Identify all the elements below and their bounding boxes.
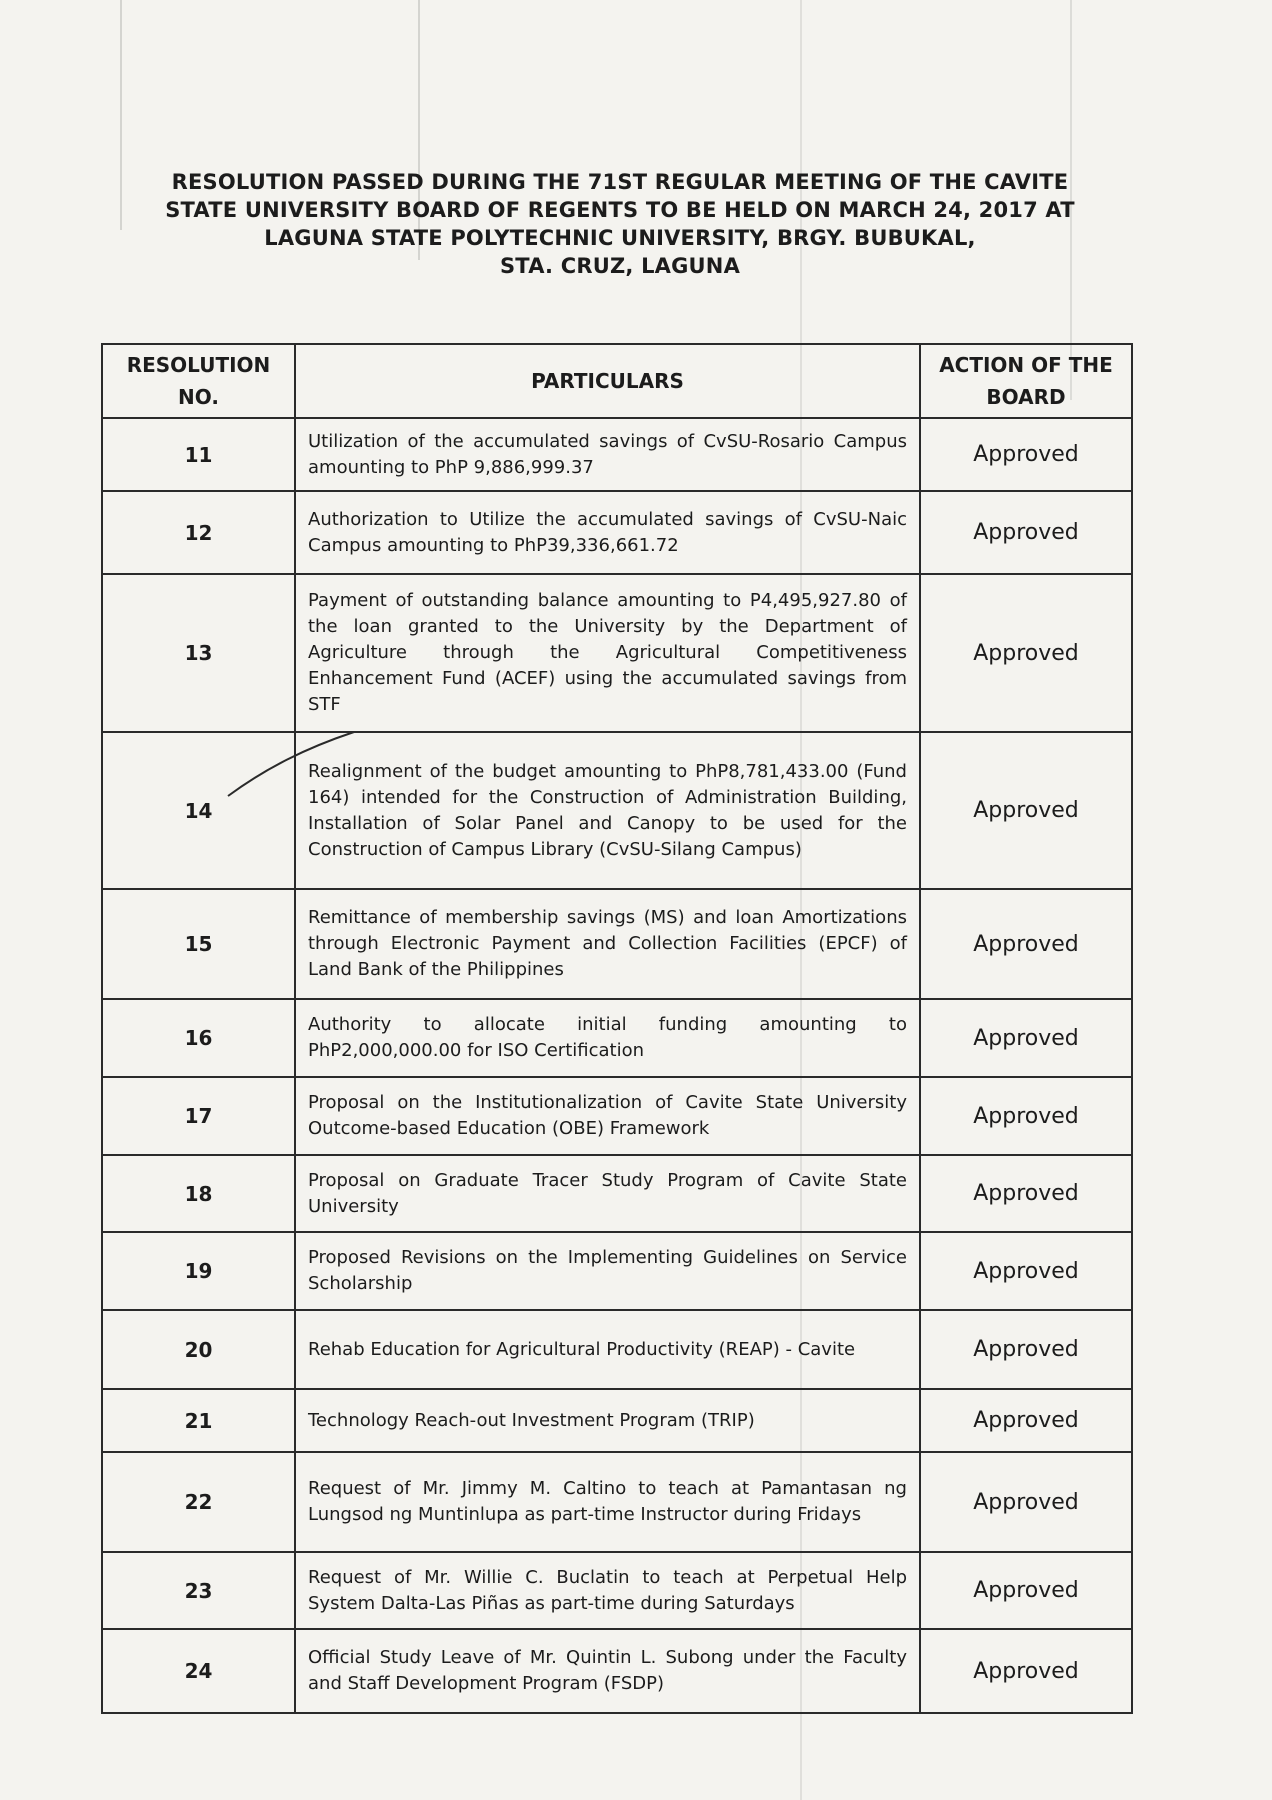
table-row (102, 1452, 1132, 1552)
resolution-number-cell: 13 (102, 574, 295, 732)
table-row (102, 491, 1132, 574)
header-action: ACTION OF THE BOARD (920, 344, 1132, 418)
action-cell: Approved (920, 1232, 1132, 1310)
action-cell: Approved (920, 1552, 1132, 1629)
table-row (102, 574, 1132, 732)
action-cell: Approved (920, 574, 1132, 732)
action-cell: Approved (920, 491, 1132, 574)
action-cell: Approved (920, 999, 1132, 1077)
action-cell: Approved (920, 732, 1132, 889)
particulars-cell: Rehab Education for Agricultural Productivity (REAP) - Cavite (295, 1310, 920, 1389)
particulars-cell: Realignment of the budget amounting to PhP8,781,433.00 (Fund 164) intended for the Construction of Administration Building, Installation of Solar Panel and Canopy to be used for the Construction of Campus Library (CvSU-Silang Campus) (295, 732, 920, 889)
action-cell: Approved (920, 1389, 1132, 1452)
resolution-number-cell: 12 (102, 491, 295, 574)
table-row (102, 1629, 1132, 1713)
action-cell: Approved (920, 1629, 1132, 1713)
resolution-number-cell: 17 (102, 1077, 295, 1155)
action-cell: Approved (920, 1155, 1132, 1232)
resolution-number-cell: 15 (102, 889, 295, 999)
table-header-row (102, 344, 1132, 418)
resolution-number-cell: 18 (102, 1155, 295, 1232)
header-particulars: PARTICULARS (295, 344, 920, 418)
title-line: RESOLUTION PASSED DURING THE 71ST REGULAR MEETING OF THE CAVITE (171, 170, 1069, 194)
resolutions-table (101, 343, 1133, 1714)
resolution-number-cell: 21 (102, 1389, 295, 1452)
resolution-number-cell: 14 (102, 732, 295, 889)
title-line: STA. CRUZ, LAGUNA (499, 254, 741, 278)
resolution-number-cell: 23 (102, 1552, 295, 1629)
particulars-cell: Request of Mr. Jimmy M. Caltino to teach at Pamantasan ng Lungsod ng Muntinlupa as part-time Instructor during Fridays (295, 1452, 920, 1552)
header-resolution-no: RESOLUTION NO. (102, 344, 295, 418)
table-row (102, 1552, 1132, 1629)
resolution-number-cell: 11 (102, 418, 295, 491)
particulars-cell: Technology Reach-out Investment Program (TRIP) (295, 1389, 920, 1452)
table-row (102, 1389, 1132, 1452)
particulars-cell: Proposed Revisions on the Implementing Guidelines on Service Scholarship (295, 1232, 920, 1310)
resolution-number-cell: 24 (102, 1629, 295, 1713)
particulars-cell: Official Study Leave of Mr. Quintin L. Subong under the Faculty and Staff Development Program (FSDP) (295, 1629, 920, 1713)
title-line: LAGUNA STATE POLYTECHNIC UNIVERSITY, BRGY. BUBUKAL, (264, 226, 976, 250)
action-cell: Approved (920, 1452, 1132, 1552)
title-line: STATE UNIVERSITY BOARD OF REGENTS TO BE HELD ON MARCH 24, 2017 AT (165, 198, 1075, 222)
particulars-cell: Payment of outstanding balance amounting to P4,495,927.80 of the loan granted to the University by the Department of Agriculture through the Agricultural Competitiveness Enhancement Fund (ACEF) using the accumulated savings from STF (295, 574, 920, 732)
table-row (102, 999, 1132, 1077)
particulars-cell: Remittance of membership savings (MS) and loan Amortizations through Electronic Payment and Collection Facilities (EPCF) of Land Bank of the Philippines (295, 889, 920, 999)
document-title (120, 168, 1120, 280)
table-row (102, 1077, 1132, 1155)
table-row (102, 1310, 1132, 1389)
action-cell: Approved (920, 889, 1132, 999)
table-row (102, 889, 1132, 999)
table-row (102, 418, 1132, 491)
resolution-number-cell: 16 (102, 999, 295, 1077)
resolution-number-cell: 22 (102, 1452, 295, 1552)
action-cell: Approved (920, 418, 1132, 491)
table-row (102, 1155, 1132, 1232)
particulars-cell: Authority to allocate initial funding amounting to PhP2,000,000.00 for ISO Certification (295, 999, 920, 1077)
table-row (102, 732, 1132, 889)
particulars-cell: Proposal on the Institutionalization of Cavite State University Outcome-based Education (OBE) Framework (295, 1077, 920, 1155)
particulars-cell: Authorization to Utilize the accumulated savings of CvSU-Naic Campus amounting to PhP39,336,661.72 (295, 491, 920, 574)
particulars-cell: Proposal on Graduate Tracer Study Program of Cavite State University (295, 1155, 920, 1232)
particulars-cell: Utilization of the accumulated savings of CvSU-Rosario Campus amounting to PhP 9,886,999.37 (295, 418, 920, 491)
resolution-number-cell: 20 (102, 1310, 295, 1389)
action-cell: Approved (920, 1310, 1132, 1389)
action-cell: Approved (920, 1077, 1132, 1155)
table-row (102, 1232, 1132, 1310)
particulars-cell: Request of Mr. Willie C. Buclatin to teach at Perpetual Help System Dalta-Las Piñas as part-time during Saturdays (295, 1552, 920, 1629)
resolution-number-cell: 19 (102, 1232, 295, 1310)
